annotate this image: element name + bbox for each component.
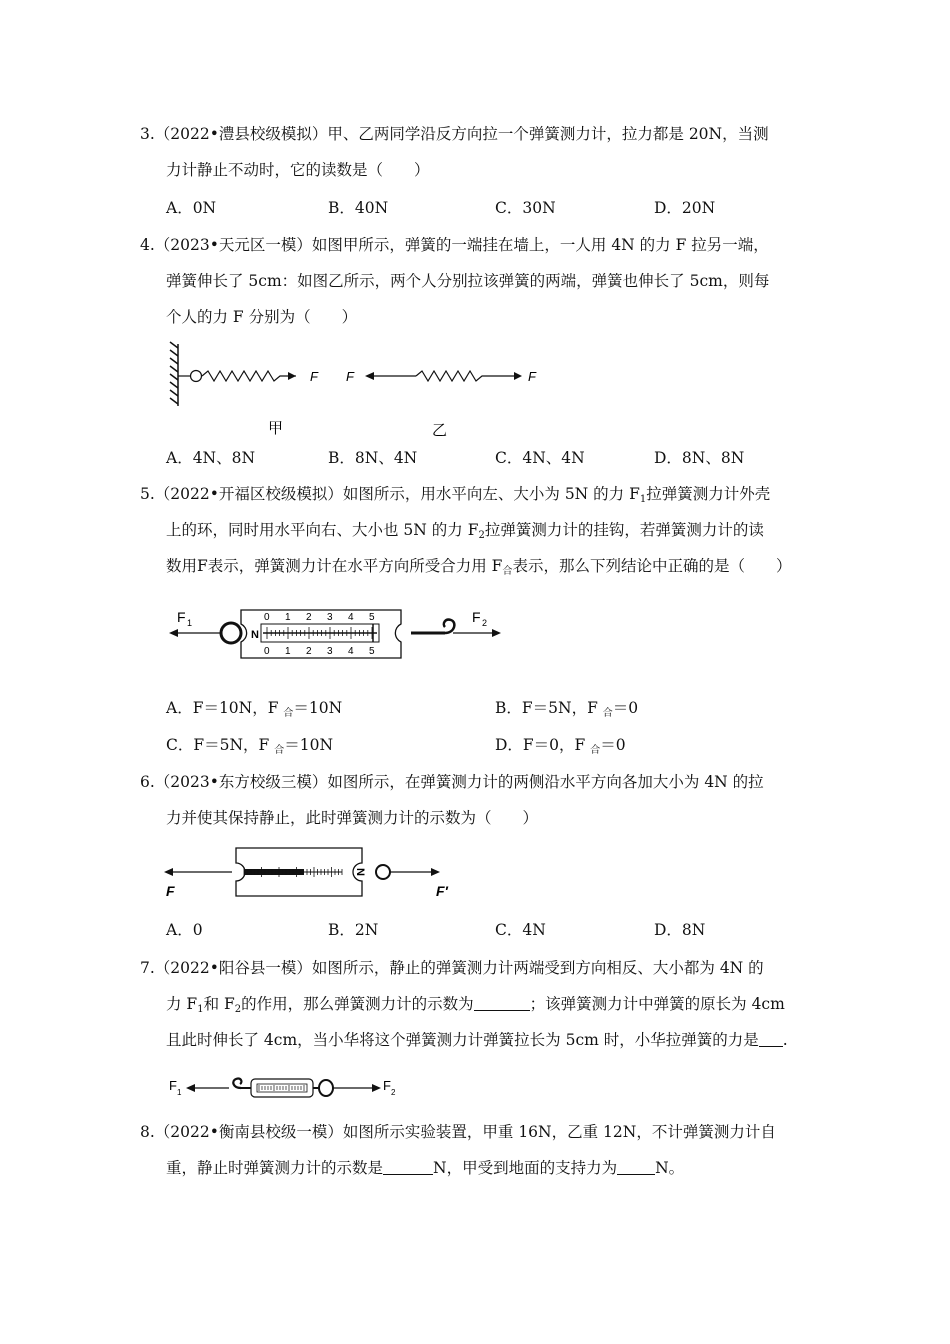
option-d[interactable]: D．F＝0，F $_合$＝0 <box>495 736 626 756</box>
options <box>140 912 820 948</box>
question-number: 6. <box>140 773 155 791</box>
svg-text:4: 4 <box>348 612 354 623</box>
figure-spring-scale-6 <box>162 842 462 902</box>
question-number: 4. <box>140 236 155 254</box>
option-c[interactable]: C．4N <box>495 921 546 939</box>
svg-text:1: 1 <box>285 612 291 623</box>
force-label: F <box>346 369 354 384</box>
question-7: 7.（2022•阳谷县一模）如图所示，静止的弹簧测力计两端受到方向相反、大小都为 4N 的 力 $F_1$和 $F_2$的作用，那么弹簧测力计的示数为 ；该弹簧测力计中弹簧的原长为 4cm 且此时伸长了 4cm，当小华将这个弹簧测力计弹簧拉长为 5cm 时，小华拉弹簧的力是 . <box>140 959 788 1049</box>
svg-text:F: F <box>472 609 481 625</box>
unit-label: N <box>354 868 366 876</box>
force-label: F <box>166 883 175 899</box>
unit-label: N <box>251 629 259 641</box>
svg-text:2: 2 <box>306 646 312 657</box>
question-text: （2022•阳谷县一模）如图所示，静止的弹簧测力计两端受到方向相反、大小都为 4N 的 <box>154 959 764 977</box>
question-number: 7. <box>140 959 155 977</box>
force-label: F′ <box>436 883 448 899</box>
option-a[interactable]: A．4N、8N <box>166 449 256 467</box>
option-a[interactable]: A．0N <box>166 199 217 217</box>
svg-text:F: F <box>383 1078 391 1093</box>
option-b[interactable]: B．2N <box>328 921 379 939</box>
svg-text:0: 0 <box>264 646 270 657</box>
question-3 <box>140 116 820 226</box>
scale-top <box>264 612 375 623</box>
question-number: 5. <box>140 485 155 503</box>
option-d[interactable]: D．8N、8N <box>654 449 745 467</box>
answer-blank[interactable] <box>759 1026 783 1047</box>
question-text: （2022•澧县校级模拟）甲、乙两同学沿反方向拉一个弹簧测力计，拉力都是 20N，当测 <box>154 125 769 143</box>
answer-blank[interactable] <box>617 1154 655 1175</box>
option-b[interactable]: B．8N、4N <box>328 449 418 467</box>
figure-spring-scale-5 <box>165 600 510 675</box>
svg-text:1: 1 <box>285 646 291 657</box>
wall-icon <box>170 342 178 406</box>
options <box>140 727 820 763</box>
options <box>140 690 820 726</box>
scale-bottom <box>264 646 375 657</box>
figure-spring-scale-7 <box>165 1068 410 1108</box>
force-label: F <box>310 369 318 384</box>
svg-text:2: 2 <box>482 618 488 628</box>
question-text: （2023•天元区一模）如图甲所示，弹簧的一端挂在墙上，一人用 4N 的力 F 拉另一端， <box>154 236 769 254</box>
figure-spring-wall <box>160 338 560 443</box>
svg-text:3: 3 <box>327 646 333 657</box>
question-text: 力计静止不动时，它的读数是（ ） <box>166 161 430 179</box>
svg-text:2: 2 <box>391 1088 396 1097</box>
svg-text:F: F <box>169 1078 177 1093</box>
question-text: 力并使其保持静止，此时弹簧测力计的示数为（ ） <box>166 809 539 827</box>
question-5: 5.（2022•开福区校级模拟）如图所示，用水平向左、大小为 5N 的力 $F_1$拉弹簧测力计外壳 上的环，同时用水平向右、大小也 5N 的力 $F_2$拉弹簧测力计的挂钩，若弹簧测力计的读 数用F表示，弹簧测力计在水平方向所受合力用 $F_合$表示，那么下列结论中正确的是（ ） <box>140 485 792 577</box>
option-b[interactable]: B．F＝5N，F $_合$＝0 <box>495 699 639 719</box>
caption-yi: 乙 <box>432 422 448 439</box>
svg-text:1: 1 <box>177 1088 182 1097</box>
question-text: 个人的力 F 分别为（ ） <box>166 308 358 326</box>
force-label: F <box>528 369 536 384</box>
question-text: 上的环，同时用水平向右、大小也 5N 的力 F <box>166 521 479 539</box>
svg-text:2: 2 <box>306 612 312 623</box>
question-number: 3. <box>140 125 155 143</box>
svg-text:4: 4 <box>348 646 354 657</box>
option-a[interactable]: A．0 <box>166 921 203 939</box>
hook-icon <box>233 1079 241 1088</box>
answer-blank[interactable] <box>474 990 530 1011</box>
question-text: （2022•衡南县校级一模）如图所示实验装置，甲重 16N，乙重 12N，不计弹簧测力计自 <box>154 1123 776 1141</box>
caption-jia: 甲 <box>268 420 284 437</box>
option-c[interactable]: C．4N、4N <box>495 449 585 467</box>
svg-text:1: 1 <box>187 618 193 628</box>
options <box>140 190 820 226</box>
options <box>140 440 820 476</box>
question-text: 弹簧伸长了 5cm：如图乙所示，两个人分别拉该弹簧的两端，弹簧也伸长了 5cm，则每 <box>166 272 770 290</box>
option-a[interactable]: A．F＝10N，F $_合$＝10N <box>166 699 343 719</box>
answer-blank[interactable] <box>383 1154 433 1175</box>
option-d[interactable]: D．8N <box>654 921 706 939</box>
question-text: （2023•东方校级三模）如图所示，在弹簧测力计的两侧沿水平方向各加大小为 4N 的拉 <box>154 773 764 791</box>
svg-text:5: 5 <box>369 612 375 623</box>
option-c[interactable]: C．F＝5N，F $_合$＝10N <box>166 736 334 756</box>
option-d[interactable]: D．20N <box>654 199 716 217</box>
question-text: （2022•开福区校级模拟）如图所示，用水平向左、大小为 5N 的力 F <box>154 485 640 503</box>
question-number: 8. <box>140 1123 155 1141</box>
option-b[interactable]: B．40N <box>328 199 389 217</box>
question-text: 数用F表示，弹簧测力计在水平方向所受合力用 F <box>166 557 503 575</box>
option-c[interactable]: C．30N <box>495 199 556 217</box>
question-8: 8.（2022•衡南县校级一模）如图所示实验装置，甲重 16N，乙重 12N，不计弹簧测力计自 重，静止时弹簧测力计的示数是 N，甲受到地面的支持力为 N。 <box>140 1123 776 1177</box>
question-6 <box>140 764 820 836</box>
svg-text:0: 0 <box>264 612 270 623</box>
question-4 <box>140 227 820 335</box>
svg-text:F: F <box>177 609 186 625</box>
svg-text:5: 5 <box>369 646 375 657</box>
svg-text:3: 3 <box>327 612 333 623</box>
hook-icon <box>444 620 455 633</box>
